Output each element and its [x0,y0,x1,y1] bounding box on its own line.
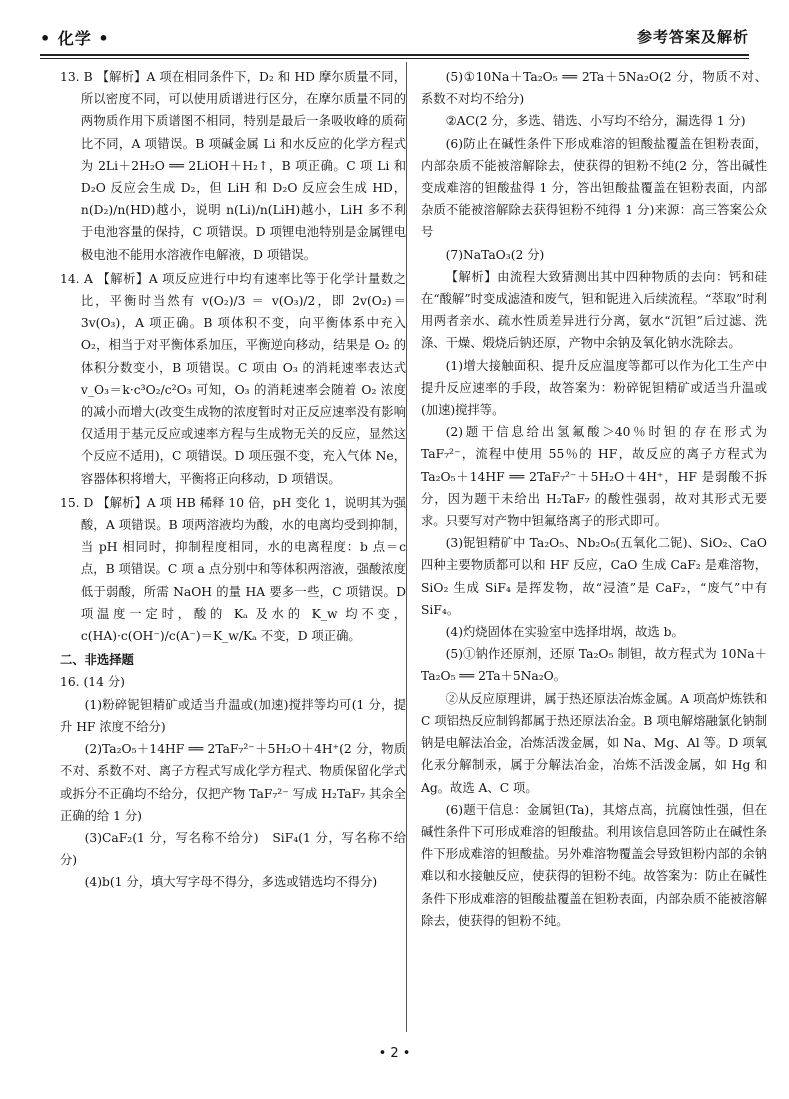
right-paragraph: (6)防止在碱性条件下形成难溶的钽酸盐覆盖在钽粉表面，内部杂质不能被溶解除去，使获得的钽粉不纯(2 分，答出碱性变成难溶的钽酸盐得 1 分，答出钽酸盐覆盖在钽粉表面，内部杂质不能被溶解除去获得钽粉不纯得 1 分)来源：高三答案公众号 [421,136,767,240]
left-paragraph: 15. D 【解析】A 项 HB 稀释 10 倍，pH 变化 1，说明其为强酸，A 项错误。B 项两溶液均为酸，水的电离均受到抑制，当 pH 相同时，抑制程度相同，水的电离程度：b 点＝c 点，B 项错误。C 项 a 点分别中和等体积两溶液，强酸浓度低于弱酸，所需 NaOH 的量 HA 要多一些，C 项错误。D 项温度一定时，酸的 Kₐ 及水的 K_w 均不变，c(HA)·c(OH⁻)/c(A⁻)＝K_w/Kₐ 不变，D 项正确。 [60,495,406,644]
page-header [40,14,749,58]
right-paragraph: (1)增大接触面积、提升反应温度等都可以作为化工生产中提升反应速率的手段，故答案为：粉碎铌钽精矿或适当升温或(加速)搅拌等。 [421,358,767,418]
right-paragraph: (2)题干信息给出氢氟酸＞40％时钽的存在形式为 TaF₇²⁻，流程中使用 55％的 HF，故反应的离子方程式为 Ta₂O₅＋14HF ══ 2TaF₇²⁻＋5H₂O＋4H⁺，HF 是弱酸不拆分，因为题干未给出 H₂TaF₇ 的酸性强弱，故对其形式无要求。只要写对产物中钽氟络离子的形式即可。 [421,425,767,529]
left-paragraph: 二、非选择题 [60,653,134,668]
subject-label: • 化学 • [40,29,110,48]
left-paragraph: (4)b(1 分，填大写字母不得分，多选或错选均不得分) [84,875,378,890]
left-paragraph: 14. A 【解析】A 项反应进行中均有速率比等于化学计量数之比，平衡时当然有 v(O₂)/3 ＝ v(O₃)/2，即 2v(O₂)＝3v(O₃)，A 项正确。B 项体积不变，向平衡体系中充入 O₂，相当于对平衡体系加压，平衡逆向移动，结果是 O₂ 的体积分数变小，B 项错误。C 项由 O₃ 的消耗速率表达式 v_O₃＝k·c³O₂/c²O₃ 可知，O₃ 的消耗速率会随着 O₂ 浓度的减小而增大(改变生成物的浓度暂时对正反应速率没有影响仅适用于基元反应或速率方程与生成物无关的反应，显然这个反应不适用)，C 项错误。D 项压强不变，充入气体 Ne，容器体积将增大，平衡将正向移动，D 项错误。 [60,271,406,486]
right-paragraph: (5)①10Na＋Ta₂O₅ ══ 2Ta＋5Na₂O(2 分，物质不对、系数不对均不给分) [421,70,767,107]
header-rule [40,54,749,56]
right-paragraph: (5)①钠作还原剂，还原 Ta₂O₅ 制钽，故方程式为 10Na＋Ta₂O₅ ══ 2Ta＋5Na₂O。 [421,647,767,684]
right-paragraph: (6)题干信息：金属钽(Ta)，其熔点高，抗腐蚀性强，但在碱性条件下可形成难溶的钽酸盐。利用该信息回答防止在碱性条件下形成难溶的钽酸盐。另外难溶物覆盖会导致钽粉内部的余钠难以和水接触反应，使获得的钽粉不纯。故答案为：防止在碱性条件下形成难溶的钽酸盐覆盖在钽粉表面，内部杂质不能被溶解除去，使获得的钽粉不纯。 [421,802,767,928]
header-title: 参考答案及解析 [636,28,749,46]
page-number: • 2 • [378,1046,411,1061]
right-paragraph: (3)铌钽精矿中 Ta₂O₅、Nb₂O₅(五氧化二铌)、SiO₂、CaO 四种主要物质都可以和 HF 反应，CaO 生成 CaF₂ 是难溶物，SiO₂ 生成 SiF₄ 是挥发物，故“浸渣”是 CaF₂，“废气”中有 SiF₄。 [421,536,767,617]
right-column [421,66,767,932]
left-paragraph: (2)Ta₂O₅＋14HF ══ 2TaF₇²⁻＋5H₂O＋4H⁺(2 分，物质不对、系数不对、离子方程式写成化学方程式、物质保留化学式或拆分不正确均不给分，仅把产物 TaF₇²⁻ 写成 H₂TaF₇ 其余全正确的给 1 分) [60,742,406,823]
right-paragraph: (4)灼烧固体在实验室中选择坩埚，故选 b。 [445,625,684,640]
left-paragraph: 16. (14 分) [60,675,125,690]
right-paragraph: (7)NaTaO₃(2 分) [445,247,545,262]
header-rule-thin [40,58,749,59]
right-paragraph: ②从反应原理讲，属于热还原法冶炼金属。A 项高炉炼铁和 C 项铝热反应制钨都属于热还原法冶金。B 项电解熔融氯化钠制钠是电解法冶金，冶炼活泼金属，如 Na、Mg、Al 等。D 项氧化汞分解制汞，属于分解法冶金，冶炼不活泼金属，如 Hg 和 Ag。故选 A、C 项。 [421,691,767,795]
left-column [60,66,406,894]
right-paragraph: 【解析】由流程大致猜测出其中四种物质的去向：钙和硅在“酸解”时变成滤渣和废气，钽和铌进入后续流程。“萃取”时利用两者亲水、疏水性质差异进行分离，氨水“沉钽”后过滤、洗涤、干燥、煅烧后钠还原，产物中余钠及氧化钠水洗除去。 [421,269,767,351]
left-paragraph: (3)CaF₂(1 分，写名称不给分) SiF₄(1 分，写名称不给分) [60,830,406,868]
right-paragraph: ②AC(2 分，多选、错选、小写均不给分，漏选得 1 分) [445,114,746,129]
left-paragraph: 13. B 【解析】A 项在相同条件下，D₂ 和 HD 摩尔质量不同，所以密度不同，可以使用质谱进行区分，在摩尔质量不同的两物质作用下质谱图不相同，特别是最后一条吸收峰的质荷比不同，A 项错误。B 项碱金属 Li 和水反应的化学方程式为 2Li＋2H₂O ══ 2LiOH＋H₂↑，B 项正确。C 项 Li 和 D₂O 反应会生成 D₂，但 LiH 和 D₂O 反应会生成 HD，n(D₂)/n(HD)越小，说明 n(Li)/n(LiH)越小，LiH 多不利于电池容量的保持，C 项错误。D 项锂电池特别是金属锂电极电池不能用水溶液作电解液，D 项错误。 [60,70,406,262]
column-divider [406,62,407,1032]
left-paragraph: (1)粉碎铌钽精矿或适当升温或(加速)搅拌等均可(1 分，提升 HF 浓度不给分) [60,697,406,734]
